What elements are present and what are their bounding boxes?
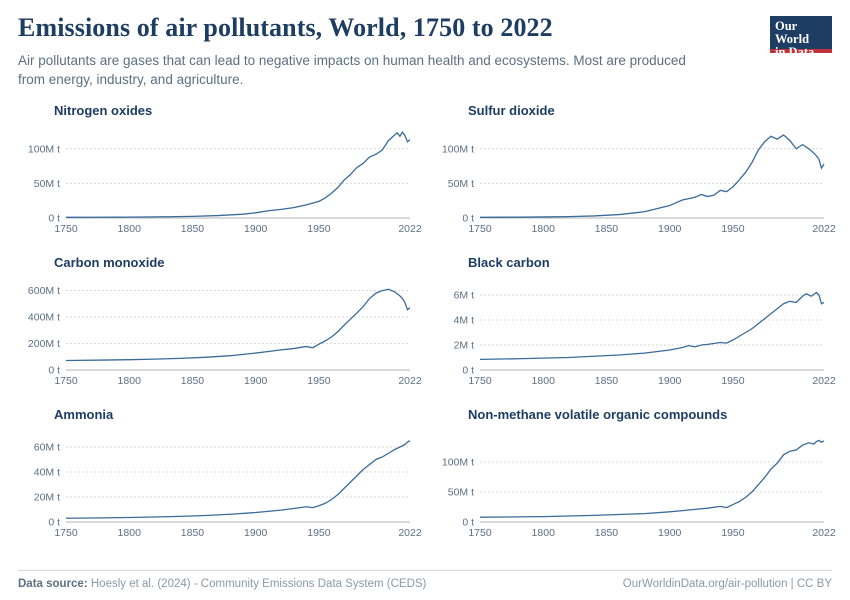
svg-text:40M t: 40M t bbox=[33, 466, 60, 479]
svg-text:50M t: 50M t bbox=[447, 486, 474, 499]
plot-area bbox=[432, 424, 836, 542]
svg-text:0 t: 0 t bbox=[48, 212, 60, 225]
svg-text:1800: 1800 bbox=[531, 526, 555, 539]
svg-text:1950: 1950 bbox=[721, 374, 745, 387]
line-chart-carbon-monoxide[interactable] bbox=[18, 272, 422, 390]
svg-text:1850: 1850 bbox=[594, 222, 619, 235]
owid-logo[interactable] bbox=[770, 16, 832, 59]
panel-title: Non-methane volatile organic compounds bbox=[468, 406, 728, 422]
svg-text:1750: 1750 bbox=[54, 526, 78, 539]
panel-nmvoc bbox=[432, 406, 836, 559]
data-source-label: Data source: bbox=[18, 578, 88, 590]
svg-text:1850: 1850 bbox=[180, 526, 205, 539]
svg-text:100M t: 100M t bbox=[27, 143, 60, 156]
svg-text:1850: 1850 bbox=[180, 374, 205, 387]
svg-text:4M t: 4M t bbox=[453, 314, 474, 327]
svg-text:1950: 1950 bbox=[307, 526, 331, 539]
svg-text:400M t: 400M t bbox=[27, 311, 60, 324]
svg-text:1900: 1900 bbox=[658, 526, 682, 539]
plot-area bbox=[18, 120, 422, 238]
svg-text:1900: 1900 bbox=[658, 222, 682, 235]
line-chart-sulfur-dioxide[interactable] bbox=[432, 120, 836, 238]
svg-text:1900: 1900 bbox=[244, 374, 268, 387]
owid-logo-line1: Our World bbox=[775, 19, 810, 46]
line-chart-nmvoc[interactable] bbox=[432, 424, 836, 542]
svg-text:200M t: 200M t bbox=[27, 337, 60, 350]
page-subtitle: Air pollutants are gases that can lead to negative impacts on human health and ecosystems. Most are produced from energy, industry, and agriculture. bbox=[18, 52, 686, 87]
svg-text:6M t: 6M t bbox=[453, 289, 474, 302]
svg-text:1750: 1750 bbox=[468, 222, 492, 235]
chart-footer bbox=[18, 570, 832, 590]
svg-text:0 t: 0 t bbox=[462, 516, 474, 529]
panel-carbon-monoxide bbox=[18, 254, 422, 407]
svg-text:1950: 1950 bbox=[307, 222, 331, 235]
page-title: Emissions of air pollutants, World, 1750 to 2022 bbox=[18, 13, 553, 42]
chart-header bbox=[18, 14, 832, 89]
svg-text:1750: 1750 bbox=[468, 374, 492, 387]
panel-title: Nitrogen oxides bbox=[54, 102, 153, 118]
line-chart-black-carbon[interactable] bbox=[432, 272, 836, 390]
panel-title: Ammonia bbox=[54, 406, 114, 422]
svg-text:2022: 2022 bbox=[398, 374, 422, 387]
svg-text:1800: 1800 bbox=[117, 374, 141, 387]
plot-area bbox=[432, 272, 836, 390]
svg-text:600M t: 600M t bbox=[27, 284, 60, 297]
svg-text:1750: 1750 bbox=[54, 222, 78, 235]
small-multiples-grid bbox=[18, 102, 836, 559]
panel-sulfur-dioxide bbox=[432, 102, 836, 255]
svg-text:1900: 1900 bbox=[658, 374, 682, 387]
svg-text:1850: 1850 bbox=[594, 526, 619, 539]
data-source-text: Hoesly et al. (2024) - Community Emissions Data System (CEDS) bbox=[90, 578, 427, 590]
svg-text:0 t: 0 t bbox=[462, 364, 474, 377]
svg-text:2022: 2022 bbox=[812, 374, 836, 387]
svg-text:1800: 1800 bbox=[531, 374, 555, 387]
data-source bbox=[18, 578, 426, 590]
panel-black-carbon bbox=[432, 254, 836, 407]
owid-logo-line2: in Data bbox=[775, 45, 815, 59]
svg-text:1950: 1950 bbox=[307, 374, 331, 387]
panel-ammonia bbox=[18, 406, 422, 559]
plot-area bbox=[18, 272, 422, 390]
svg-text:1800: 1800 bbox=[531, 222, 555, 235]
panel-title: Sulfur dioxide bbox=[468, 102, 555, 118]
svg-text:2022: 2022 bbox=[398, 526, 422, 539]
svg-text:50M t: 50M t bbox=[33, 177, 60, 190]
line-chart-nitrogen-oxides[interactable] bbox=[18, 120, 422, 238]
svg-text:2022: 2022 bbox=[812, 526, 836, 539]
panel-title: Black carbon bbox=[468, 254, 550, 270]
svg-text:1950: 1950 bbox=[721, 526, 745, 539]
panel-title: Carbon monoxide bbox=[54, 254, 165, 270]
svg-text:50M t: 50M t bbox=[447, 177, 474, 190]
svg-text:0 t: 0 t bbox=[48, 516, 60, 529]
svg-text:2022: 2022 bbox=[398, 222, 422, 235]
svg-text:1850: 1850 bbox=[180, 222, 205, 235]
svg-text:1800: 1800 bbox=[117, 526, 141, 539]
svg-text:1850: 1850 bbox=[594, 374, 619, 387]
svg-text:1900: 1900 bbox=[244, 222, 268, 235]
panel-nitrogen-oxides bbox=[18, 102, 422, 255]
svg-text:0 t: 0 t bbox=[462, 212, 474, 225]
line-chart-ammonia[interactable] bbox=[18, 424, 422, 542]
svg-text:20M t: 20M t bbox=[33, 491, 60, 504]
svg-text:1750: 1750 bbox=[468, 526, 492, 539]
svg-text:0 t: 0 t bbox=[48, 364, 60, 377]
svg-text:2M t: 2M t bbox=[453, 339, 474, 352]
svg-text:2022: 2022 bbox=[812, 222, 836, 235]
svg-text:60M t: 60M t bbox=[33, 441, 60, 454]
svg-text:1950: 1950 bbox=[721, 222, 745, 235]
attribution[interactable]: OurWorldinData.org/air-pollution | CC BY bbox=[622, 578, 832, 590]
svg-text:100M t: 100M t bbox=[441, 456, 474, 469]
svg-text:1750: 1750 bbox=[54, 374, 78, 387]
svg-text:1800: 1800 bbox=[117, 222, 141, 235]
svg-text:1900: 1900 bbox=[244, 526, 268, 539]
plot-area bbox=[18, 424, 422, 542]
svg-text:100M t: 100M t bbox=[441, 143, 474, 156]
plot-area bbox=[432, 120, 836, 238]
